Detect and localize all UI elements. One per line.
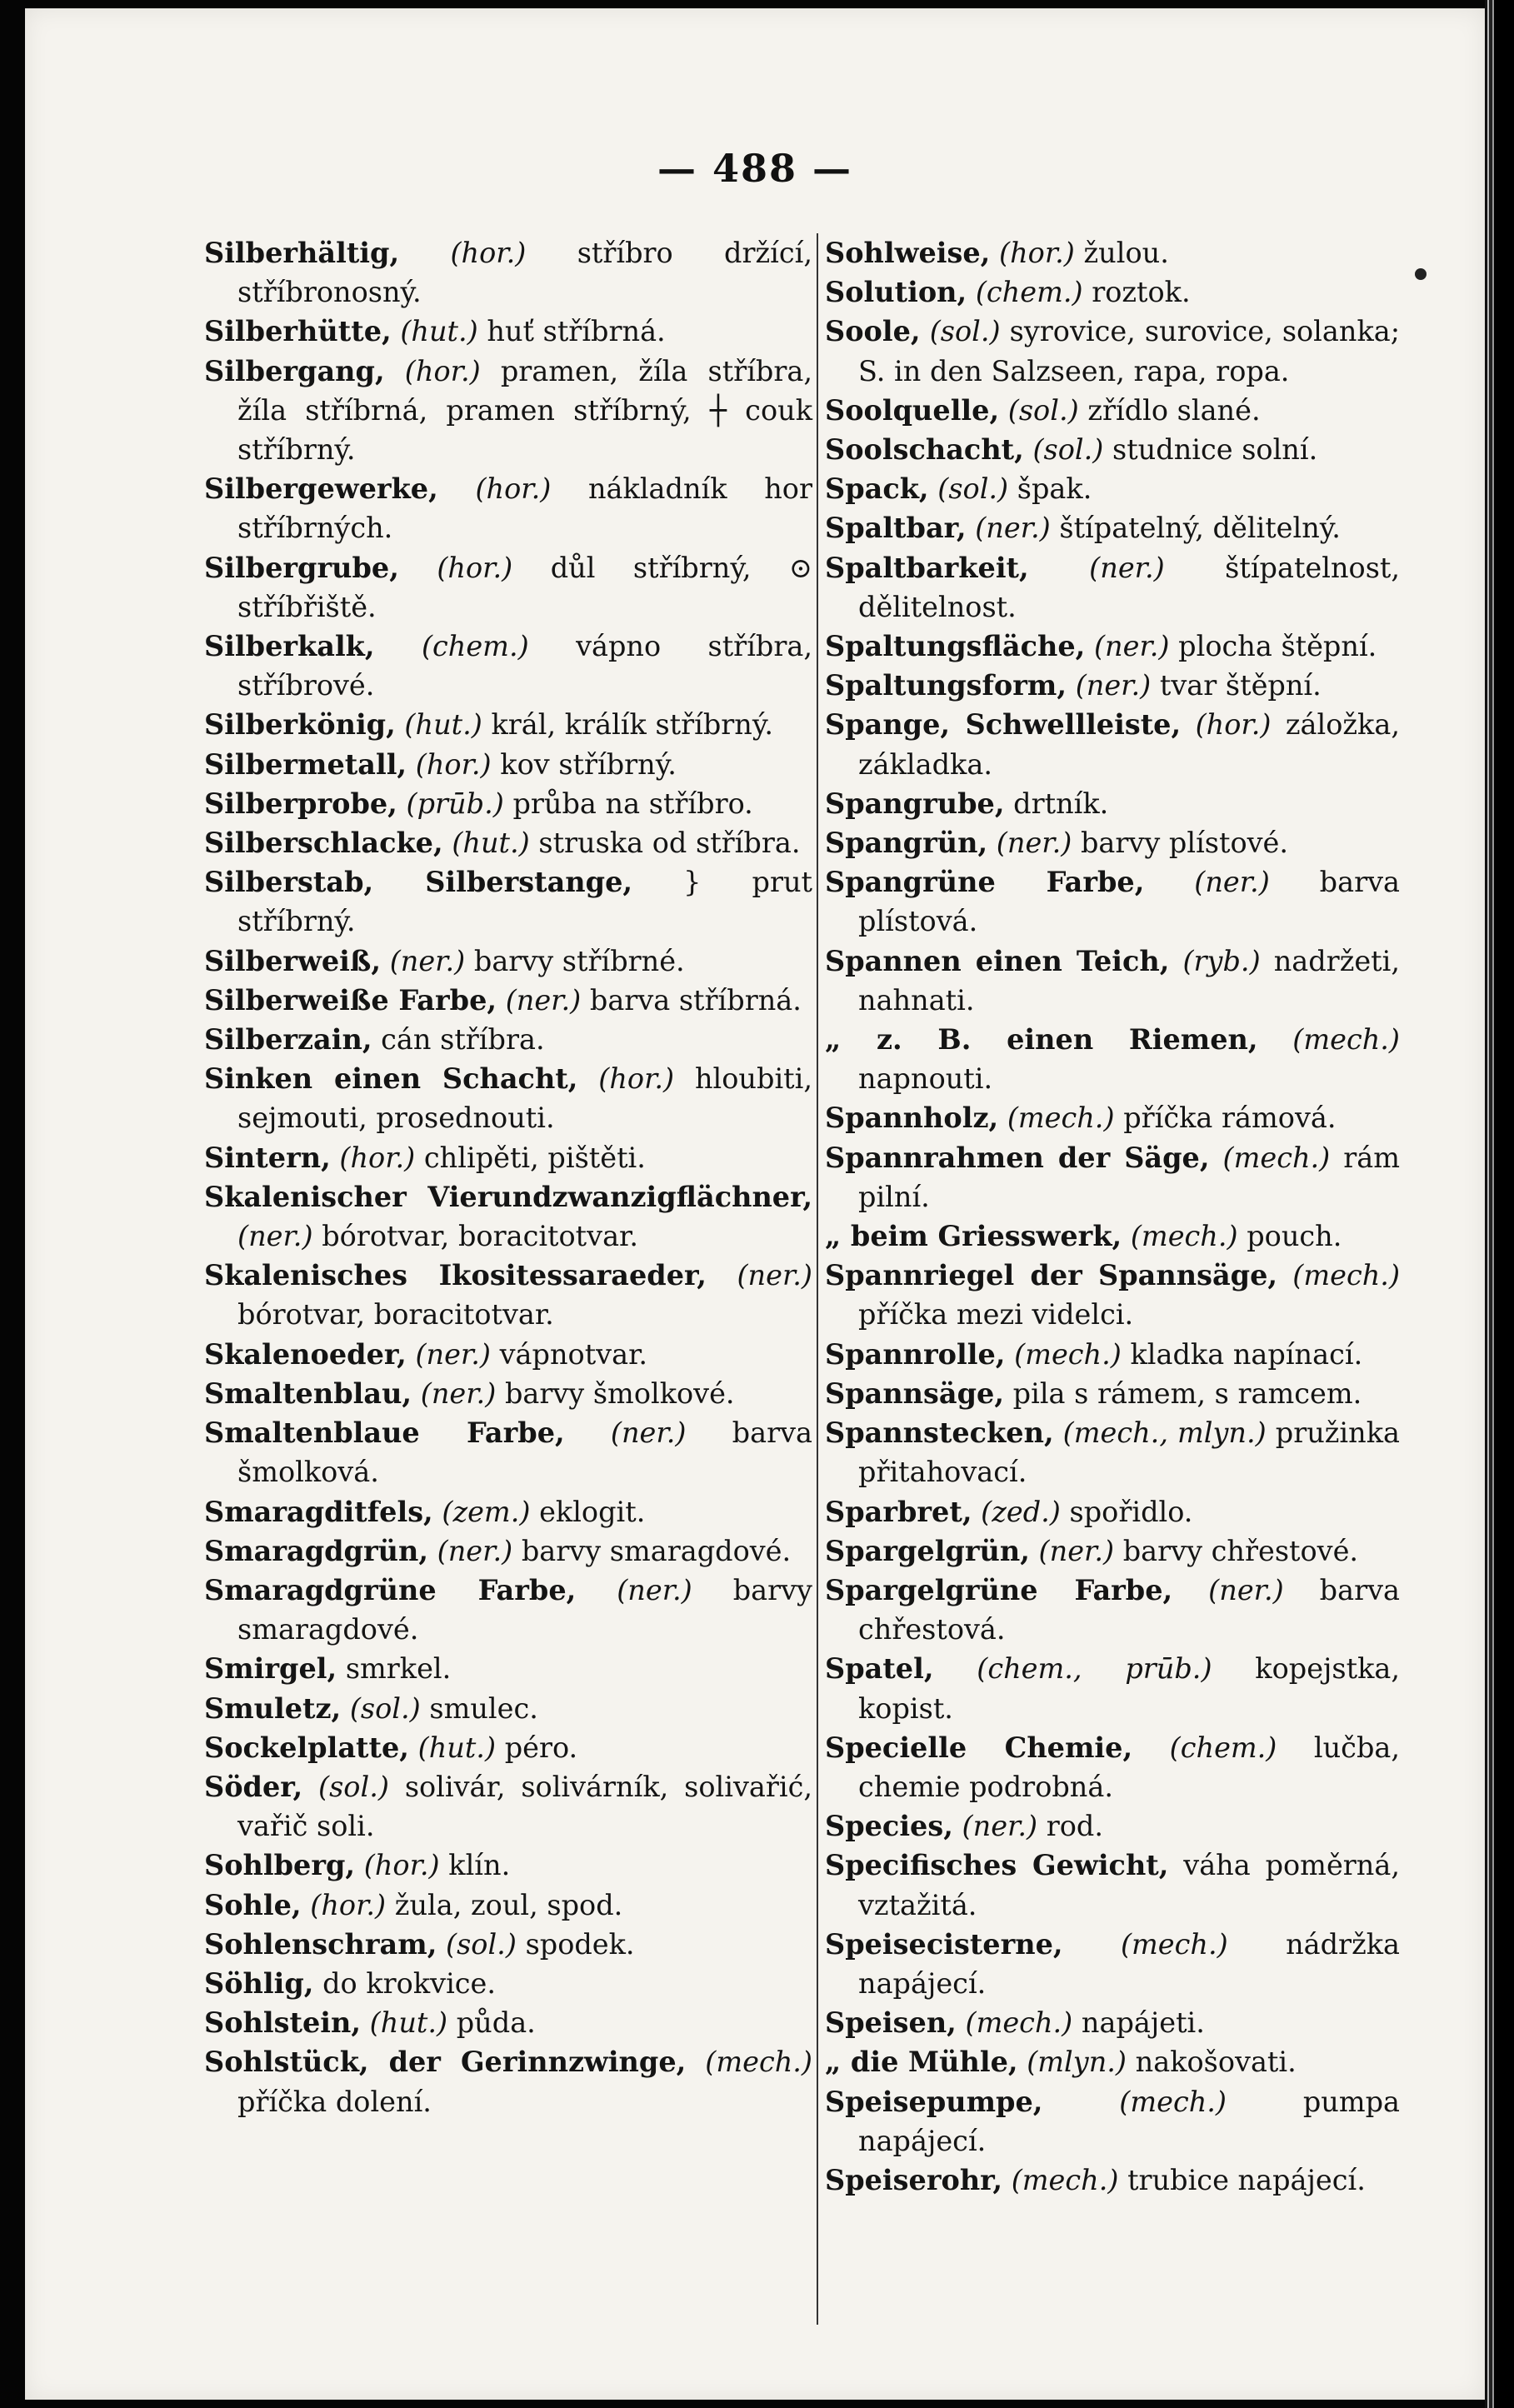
entry-domain-abbr: (mech.) — [1120, 1927, 1228, 1961]
entry-translation: pumpa napájecí. — [858, 2085, 1401, 2157]
entry-translation: pila s rámem, s ramcem. — [1012, 1376, 1362, 1410]
dictionary-entry — [204, 705, 812, 744]
entry-headword: Smaragditfels, — [204, 1495, 433, 1528]
entry-translation: zřídlo slané. — [1087, 393, 1261, 427]
entry-headword: Smaltenblaue Farbe, — [204, 1416, 565, 1450]
entry-translation: do krokvice. — [322, 1966, 497, 2000]
dictionary-entry — [825, 1571, 1400, 1649]
entry-headword: Spannriegel der Spannsäge, — [825, 1259, 1278, 1292]
entry-domain-abbr: (ner.) — [1038, 1534, 1115, 1567]
dictionary-entry — [204, 233, 812, 312]
entry-headword: Sohlenschram, — [204, 1927, 437, 1961]
entry-headword: Silberhütte, — [204, 315, 392, 348]
entry-headword: Spaltbar, — [825, 512, 967, 545]
entry-domain-abbr: (ner.) — [975, 512, 1051, 545]
dictionary-entry — [825, 1020, 1400, 1098]
entry-domain-abbr: (sol.) — [1007, 393, 1079, 427]
entry-domain-abbr: (hut.) — [452, 827, 530, 860]
entry-domain-abbr: (hor.) — [310, 1888, 387, 1921]
entry-headword: „ beim Griesswerk, — [825, 1220, 1122, 1253]
entry-headword: Spange, Schwellleiste, — [825, 708, 1182, 742]
entry-domain-abbr: (chem.) — [975, 276, 1083, 309]
entry-translation: bórotvar, boracitotvar. — [322, 1220, 639, 1253]
entry-domain-abbr: (hor.) — [475, 472, 552, 506]
entry-domain-abbr: (sol.) — [446, 1927, 517, 1961]
dictionary-entry — [825, 784, 1400, 823]
entry-headword: Species, — [825, 1810, 953, 1843]
page-number: — 488 — — [657, 146, 853, 191]
entry-headword: Söder, — [204, 1770, 303, 1803]
entry-translation: pružinka přitahovací. — [858, 1416, 1400, 1489]
entry-translation: král, králík stříbrný. — [491, 708, 773, 742]
entry-translation: příčka dolení. — [237, 2085, 432, 2118]
entry-domain-abbr: (hor.) — [415, 747, 492, 781]
entry-domain-abbr: (ryb.) — [1182, 944, 1261, 977]
ink-dot — [1415, 268, 1427, 280]
entry-translation: záložka, základka. — [858, 708, 1400, 781]
entry-domain-abbr: (hut.) — [400, 315, 478, 348]
left-column — [204, 233, 812, 2121]
entry-translation: barva plístová. — [858, 866, 1400, 938]
entry-headword: Sohlstein, — [204, 2006, 362, 2040]
entry-translation: huť stříbrná. — [487, 315, 666, 348]
entry-domain-abbr: (chem.) — [421, 630, 529, 663]
dictionary-entry — [825, 2082, 1400, 2161]
entry-headword: Soolschacht, — [825, 433, 1024, 467]
entry-translation: kladka napínací. — [1130, 1337, 1363, 1371]
dictionary-entry — [204, 352, 812, 470]
entry-headword: Spargelgrüne Farbe, — [825, 1573, 1173, 1606]
entry-headword: Spannrolle, — [825, 1337, 1006, 1371]
dictionary-entry — [825, 705, 1400, 783]
dictionary-entry — [204, 548, 812, 627]
dictionary-entry — [825, 233, 1400, 272]
entry-domain-abbr: (mech.) — [1292, 1023, 1400, 1057]
entry-translation: barvy šmolkové. — [504, 1376, 735, 1410]
entry-domain-abbr: (chem.) — [1169, 1731, 1277, 1764]
entry-headword: Smaragdgrüne Farbe, — [204, 1573, 577, 1606]
dictionary-entry — [825, 666, 1400, 705]
entry-headword: Silberkönig, — [204, 708, 396, 742]
entry-translation: struska od stříbra. — [538, 827, 801, 860]
dictionary-entry — [204, 1177, 812, 1256]
entry-domain-abbr: (hor.) — [999, 237, 1075, 269]
dictionary-entry — [204, 1925, 812, 1964]
entry-translation: smulec. — [429, 1691, 538, 1725]
entry-domain-abbr: (sol.) — [937, 472, 1009, 506]
entry-translation: barva stříbrná. — [589, 983, 802, 1017]
entry-headword: Sinken einen Schacht, — [204, 1062, 578, 1096]
dictionary-entry — [825, 1138, 1400, 1216]
dictionary-entry — [825, 1413, 1400, 1491]
entry-translation: plocha štěpní. — [1178, 630, 1377, 663]
dictionary-entry — [825, 1728, 1400, 1806]
entry-domain-abbr: (mech.) — [965, 2006, 1073, 2040]
entry-domain-abbr: (hut.) — [417, 1731, 497, 1764]
entry-domain-abbr: (ner.) — [996, 827, 1072, 860]
entry-translation: lučba, chemie podrobná. — [858, 1731, 1401, 1803]
entry-domain-abbr: (ner.) — [617, 1573, 692, 1606]
entry-headword: Spannholz, — [825, 1102, 999, 1135]
entry-translation: kov stříbrný. — [500, 747, 677, 781]
entry-domain-abbr: (mech.) — [1222, 1141, 1331, 1174]
entry-headword: Silbergewerke, — [204, 472, 438, 506]
dictionary-entry — [825, 469, 1400, 508]
right-column — [825, 233, 1400, 2200]
entry-headword: Smuletz, — [204, 1691, 342, 1725]
entry-domain-abbr: (mech.) — [1014, 1337, 1122, 1371]
entry-translation: barvy chřestové. — [1122, 1534, 1359, 1567]
entry-headword: Sohlberg, — [204, 1849, 356, 1882]
dictionary-entry — [825, 1216, 1400, 1256]
entry-headword: Speisepumpe, — [825, 2085, 1043, 2118]
entry-translation: důl stříbrný, ⊙ stříbřiště. — [237, 551, 813, 623]
dictionary-entry — [825, 823, 1400, 862]
entry-domain-abbr: (hor.) — [437, 551, 513, 584]
entry-translation: péro. — [504, 1731, 578, 1764]
dictionary-entry — [204, 823, 812, 862]
dictionary-entry — [204, 1886, 812, 1925]
entry-translation: spořidlo. — [1069, 1495, 1193, 1528]
dictionary-entry — [204, 1020, 812, 1059]
dictionary-entry — [825, 1256, 1400, 1334]
entry-translation: nakošovati. — [1135, 2046, 1297, 2079]
entry-headword: Silberprobe, — [204, 787, 397, 820]
entry-headword: Soole, — [825, 315, 921, 348]
entry-headword: Spargelgrün, — [825, 1534, 1030, 1567]
entry-headword: Spatel, — [825, 1652, 934, 1686]
entry-headword: Spannen einen Teich, — [825, 944, 1170, 977]
dictionary-entry — [204, 862, 812, 941]
entry-headword: Spaltungsform, — [825, 669, 1067, 702]
dictionary-entry — [825, 2003, 1400, 2042]
entry-translation: kopejstka, kopist. — [858, 1652, 1400, 1725]
entry-translation: průba na stříbro. — [512, 787, 753, 820]
entry-domain-abbr: (hut.) — [404, 708, 482, 742]
dictionary-entry — [204, 942, 812, 981]
entry-domain-abbr: (ner.) — [1089, 551, 1165, 584]
dictionary-entry — [825, 2161, 1400, 2200]
entry-headword: Spannsäge, — [825, 1376, 1005, 1410]
entry-domain-abbr: (mech.) — [1011, 2163, 1119, 2196]
dictionary-entry — [204, 1571, 812, 1649]
entry-domain-abbr: (mlyn.) — [1027, 2046, 1127, 2079]
entry-domain-abbr: (ner.) — [610, 1416, 687, 1450]
entry-domain-abbr: (ner.) — [1075, 669, 1152, 702]
dictionary-entry — [825, 272, 1400, 312]
entry-headword: Silberkalk, — [204, 630, 375, 663]
entry-headword: Smaltenblau, — [204, 1376, 412, 1410]
entry-translation: cán stříbra. — [381, 1023, 545, 1057]
entry-translation: studnice solní. — [1112, 433, 1318, 467]
entry-translation: vápnotvar. — [499, 1337, 648, 1371]
entry-translation: tvar štěpní. — [1159, 669, 1322, 702]
entry-domain-abbr: (ner.) — [737, 1259, 812, 1292]
entry-domain-abbr: (mech.) — [1007, 1102, 1115, 1135]
entry-translation: stříbro držící, stříbronosný. — [237, 237, 813, 309]
entry-translation: chlipěti, pištěti. — [423, 1141, 646, 1174]
entry-translation: nákladník hor stříbrných. — [237, 472, 812, 545]
dictionary-entry — [825, 548, 1400, 627]
entry-domain-abbr: (ner.) — [415, 1337, 491, 1371]
entry-headword: Speisecisterne, — [825, 1927, 1063, 1961]
dictionary-entry — [204, 1846, 812, 1885]
entry-domain-abbr: (mech.) — [1130, 1220, 1238, 1253]
dictionary-entry — [204, 1059, 812, 1137]
entry-headword: Silberhältig, — [204, 237, 400, 269]
entry-translation: smrkel. — [345, 1652, 452, 1686]
dictionary-entry — [825, 508, 1400, 547]
entry-headword: Spangrün, — [825, 827, 988, 860]
entry-headword: Silbermetall, — [204, 747, 407, 781]
entry-headword: Speiserohr, — [825, 2163, 1003, 2196]
entry-translation: syrovice, surovice, solanka; S. in den Salzseen, rapa, ropa. — [858, 315, 1401, 387]
dictionary-entry — [204, 1649, 812, 1688]
dictionary-entry — [825, 430, 1400, 469]
entry-headword: Sintern, — [204, 1141, 331, 1174]
entry-domain-abbr: (mech.) — [1119, 2085, 1227, 2118]
dictionary-entry — [204, 1138, 812, 1177]
dictionary-entry — [825, 312, 1400, 390]
entry-translation: klín. — [448, 1849, 511, 1882]
entry-headword: Speisen, — [825, 2006, 957, 2040]
dictionary-entry — [825, 627, 1400, 666]
entry-domain-abbr: (ner.) — [420, 1376, 497, 1410]
dictionary-entry — [204, 1767, 812, 1846]
entry-translation: vápno stříbra, stříbrové. — [237, 630, 812, 702]
entry-translation: barvy smaragdové. — [521, 1534, 792, 1567]
entry-domain-abbr: (hor.) — [598, 1062, 675, 1096]
entry-translation: nádržka napájecí. — [858, 1927, 1400, 2000]
dictionary-entry — [825, 391, 1400, 430]
entry-headword: Sohlstück, der Gerinnzwinge, — [204, 2046, 687, 2079]
entry-domain-abbr: (ner.) — [1093, 630, 1170, 663]
page — [25, 8, 1485, 2400]
dictionary-entry — [204, 469, 812, 547]
dictionary-entry — [825, 1335, 1400, 1374]
binding-edge — [1485, 0, 1514, 2408]
entry-headword: „ die Mühle, — [825, 2046, 1018, 2079]
entry-translation: rod. — [1046, 1810, 1104, 1843]
entry-domain-abbr: (ner.) — [389, 944, 466, 977]
entry-headword: Sockelplatte, — [204, 1731, 409, 1764]
entry-domain-abbr: (sol.) — [1032, 433, 1104, 467]
column-divider — [817, 233, 818, 2325]
dictionary-entry — [204, 784, 812, 823]
entry-headword: Silberzain, — [204, 1023, 372, 1057]
entry-headword: Silbergrube, — [204, 551, 399, 584]
entry-translation: štípatelný, dělitelný. — [1059, 512, 1341, 545]
entry-headword: Solution, — [825, 276, 967, 309]
entry-translation: napnouti. — [858, 1062, 993, 1096]
entry-domain-abbr: (sol.) — [318, 1770, 389, 1803]
entry-domain-abbr: (zem.) — [442, 1495, 531, 1528]
entry-translation: váha poměrná, vztažitá. — [858, 1849, 1400, 1921]
entry-domain-abbr: (hut.) — [369, 2006, 448, 2040]
dictionary-entry — [825, 1925, 1400, 2003]
entry-domain-abbr: (hor.) — [450, 237, 527, 269]
entry-translation: barvy plístové. — [1080, 827, 1289, 860]
entry-headword: Sohlweise, — [825, 237, 991, 269]
entry-translation: žula, zoul, spod. — [394, 1888, 623, 1921]
entry-headword: Skalenoeder, — [204, 1337, 407, 1371]
entry-translation: půda. — [456, 2006, 536, 2040]
entry-domain-abbr: (mech.) — [705, 2046, 812, 2079]
entry-translation: bórotvar, boracitotvar. — [237, 1298, 554, 1331]
dictionary-entry — [204, 1689, 812, 1728]
entry-translation: hloubiti, sejmouti, prosednouti. — [237, 1062, 812, 1135]
entry-translation: štípatelnost, dělitelnost. — [858, 551, 1401, 623]
entry-headword: Spangrüne Farbe, — [825, 866, 1145, 899]
entry-domain-abbr: (sol.) — [929, 315, 1001, 348]
dictionary-entry — [204, 981, 812, 1020]
dictionary-entry — [204, 1531, 812, 1571]
entry-translation: solivár, solivárník, solivařić, vařič soli. — [237, 1770, 813, 1843]
dictionary-entry — [825, 1531, 1400, 1571]
dictionary-entry — [825, 1374, 1400, 1413]
dictionary-entry — [204, 1728, 812, 1767]
dictionary-entry — [825, 2042, 1400, 2081]
dictionary-entry — [204, 1413, 812, 1491]
entry-translation: žulou. — [1083, 237, 1169, 269]
entry-translation: barvy stříbrné. — [473, 944, 685, 977]
entry-translation: roztok. — [1092, 276, 1191, 309]
entry-domain-abbr: (hor.) — [339, 1141, 416, 1174]
entry-headword: Spannrahmen der Säge, — [825, 1141, 1210, 1174]
dictionary-entry — [825, 1806, 1400, 1846]
entry-headword: Skalenischer Vierundzwanzigflächner, — [204, 1180, 812, 1213]
entry-translation: spodek. — [525, 1927, 635, 1961]
dictionary-entry — [204, 2042, 812, 2121]
entry-domain-abbr: (ner.) — [505, 983, 582, 1017]
entry-domain-abbr: (ner.) — [1208, 1573, 1284, 1606]
entry-headword: Silberschlacke, — [204, 827, 443, 860]
entry-translation: nadržeti, nahnati. — [858, 944, 1400, 1017]
entry-translation: špak. — [1017, 472, 1092, 506]
dictionary-entry — [825, 1098, 1400, 1137]
dictionary-entry — [825, 1492, 1400, 1531]
dictionary-entry — [204, 1335, 812, 1374]
entry-translation: příčka mezi videlci. — [858, 1298, 1134, 1331]
entry-headword: Spaltungsfläche, — [825, 630, 1086, 663]
dictionary-entry — [204, 312, 812, 351]
dictionary-entry — [204, 627, 812, 705]
dictionary-entry — [825, 1846, 1400, 1924]
entry-headword: Sparbret, — [825, 1495, 972, 1528]
entry-headword: Sohle, — [204, 1888, 302, 1921]
entry-domain-abbr: (hor.) — [1195, 708, 1272, 742]
entry-headword: Silberstab, Silberstange, — [204, 866, 633, 899]
entry-headword: Silbergang, — [204, 354, 385, 387]
entry-translation: pramen, žíla stříbra, žíla stříbrná, pramen stříbrný, ┼ couk stříbrný. — [237, 354, 812, 467]
dictionary-entry — [204, 1964, 812, 2003]
entry-domain-abbr: (ner.) — [962, 1810, 1038, 1843]
entry-headword: Silberweiß, — [204, 944, 382, 977]
dictionary-entry — [204, 2003, 812, 2042]
entry-translation: barvy smaragdové. — [237, 1573, 812, 1646]
entry-headword: Smirgel, — [204, 1652, 337, 1686]
entry-headword: Smaragdgrün, — [204, 1534, 428, 1567]
entry-domain-abbr: (sol.) — [349, 1691, 421, 1725]
dictionary-entry — [825, 862, 1400, 941]
entry-headword: Spannstecken, — [825, 1416, 1054, 1450]
dictionary-entry — [825, 942, 1400, 1020]
entry-translation: napájeti. — [1081, 2006, 1205, 2040]
entry-domain-abbr: (zed.) — [981, 1495, 1061, 1528]
entry-domain-abbr: (prūb.) — [406, 787, 504, 820]
entry-domain-abbr: (mech., mlyn.) — [1062, 1416, 1267, 1450]
entry-translation: rám pilní. — [858, 1141, 1400, 1213]
entry-headword: Spangrube, — [825, 787, 1005, 820]
entry-translation: } prut stříbrný. — [237, 866, 812, 938]
entry-domain-abbr: (mech.) — [1292, 1259, 1401, 1292]
entry-headword: Silberweiße Farbe, — [204, 983, 497, 1017]
entry-translation: příčka rámová. — [1123, 1102, 1337, 1135]
dictionary-entry — [825, 1649, 1400, 1727]
entry-headword: Soolquelle, — [825, 393, 1000, 427]
entry-headword: Specifisches Gewicht, — [825, 1849, 1169, 1882]
entry-headword: „ z. B. einen Riemen, — [825, 1023, 1258, 1057]
entry-translation: eklogit. — [539, 1495, 646, 1528]
entry-domain-abbr: (chem., prūb.) — [977, 1652, 1212, 1686]
entry-domain-abbr: (ner.) — [237, 1220, 313, 1253]
dictionary-entry — [204, 1492, 812, 1531]
entry-domain-abbr: (hor.) — [404, 354, 481, 387]
dictionary-entry — [204, 1256, 812, 1334]
entry-translation: barva chřestová. — [858, 1573, 1400, 1646]
entry-translation: trubice napájecí. — [1127, 2163, 1366, 2196]
entry-domain-abbr: (ner.) — [437, 1534, 513, 1567]
entry-headword: Söhlig, — [204, 1966, 314, 2000]
dictionary-entry — [204, 745, 812, 784]
dictionary-entry — [204, 1374, 812, 1413]
entry-translation: drtník. — [1013, 787, 1109, 820]
entry-domain-abbr: (ner.) — [1194, 866, 1270, 899]
entry-headword: Skalenisches Ikositessaraeder, — [204, 1259, 707, 1292]
entry-headword: Specielle Chemie, — [825, 1731, 1133, 1764]
entry-translation: pouch. — [1247, 1220, 1342, 1253]
entry-headword: Spack, — [825, 472, 929, 506]
entry-domain-abbr: (hor.) — [363, 1849, 440, 1882]
entry-headword: Spaltbarkeit, — [825, 551, 1029, 584]
entry-translation: barva šmolková. — [237, 1416, 812, 1489]
